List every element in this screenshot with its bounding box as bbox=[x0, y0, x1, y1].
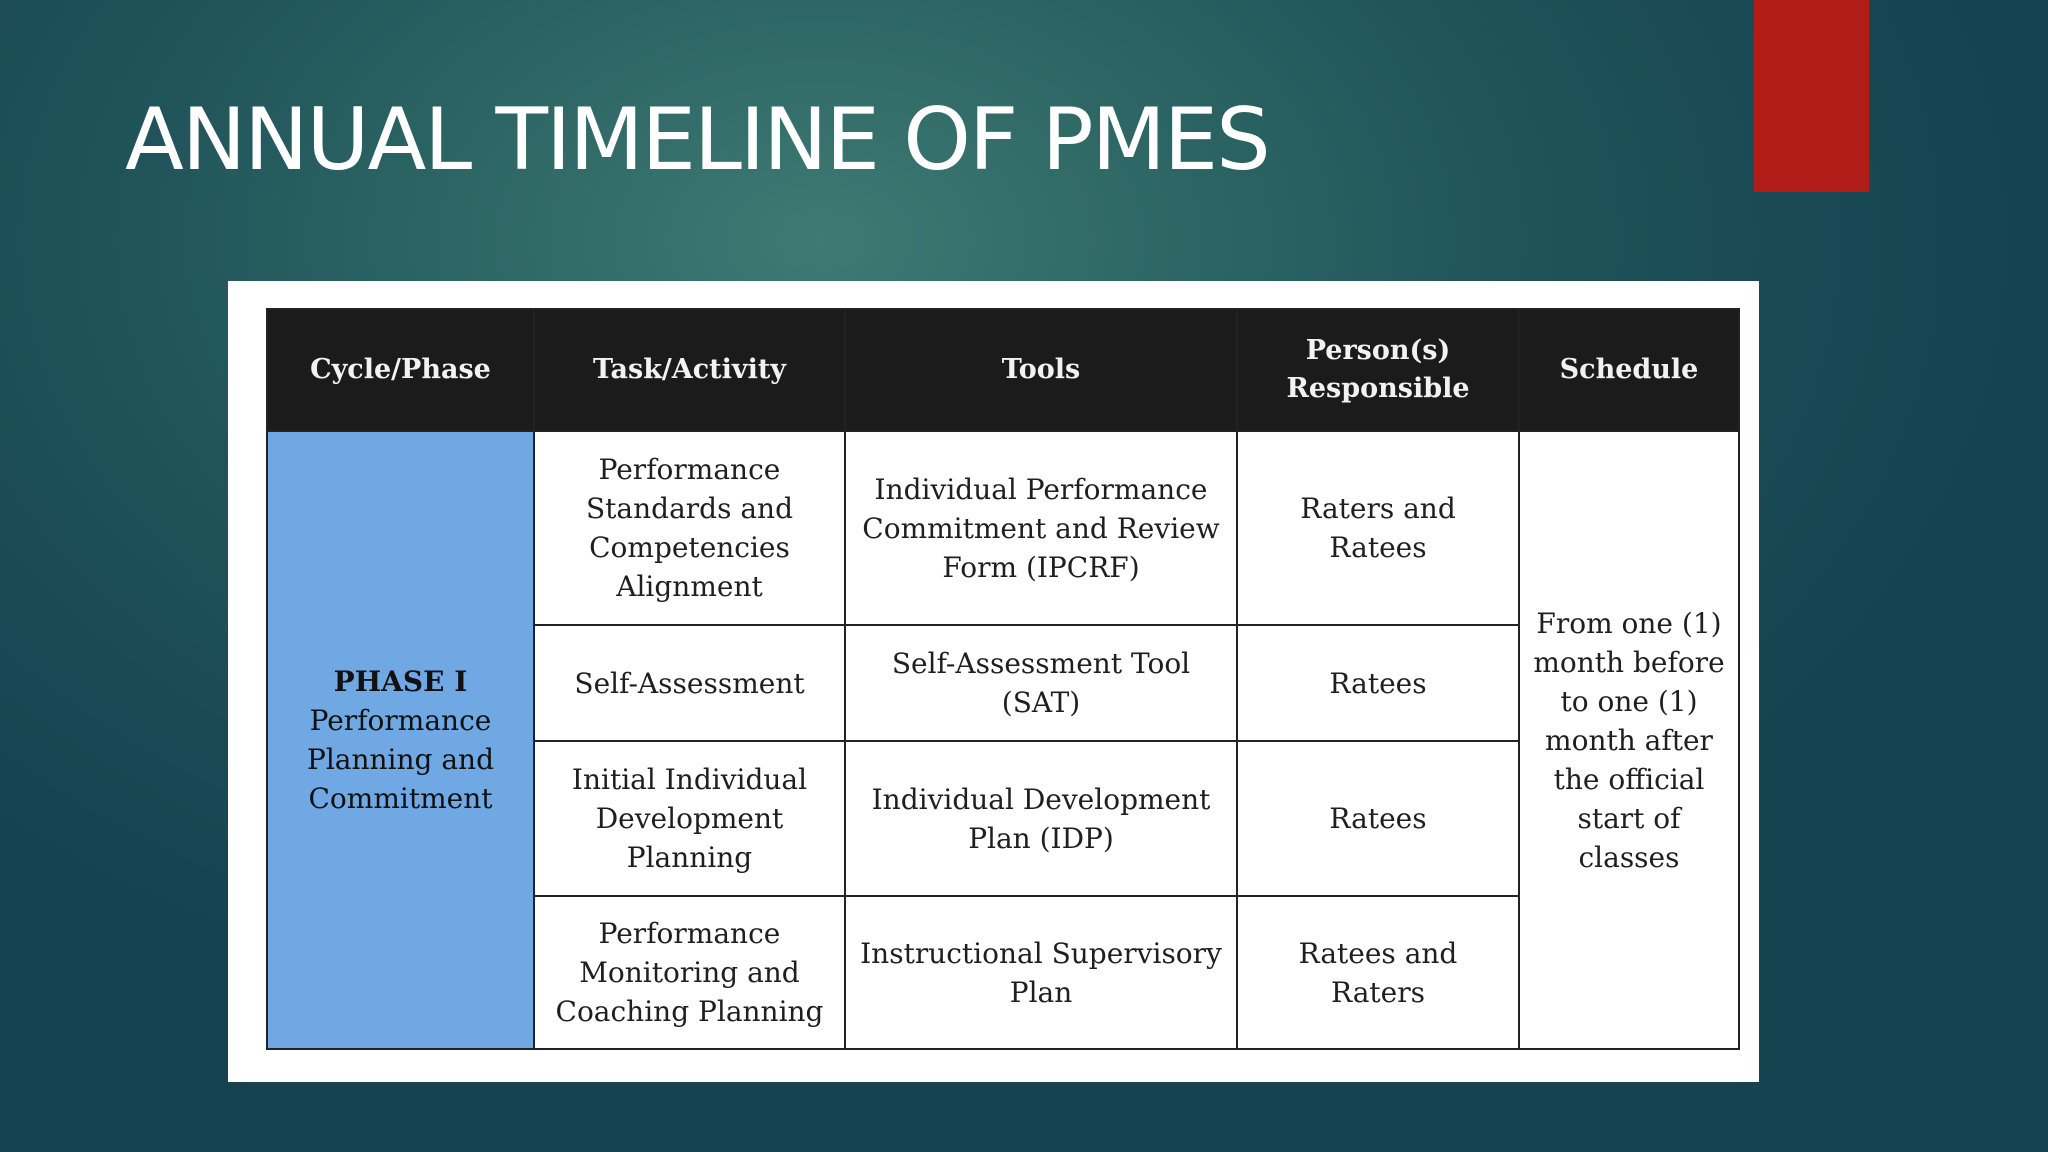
header-persons-responsible: Person(s) Responsible bbox=[1237, 309, 1519, 431]
slide-title: ANNUAL TIMELINE OF PMES bbox=[125, 90, 1269, 190]
pmes-timeline-table bbox=[266, 308, 1740, 1050]
responsible-cell: Ratees bbox=[1237, 625, 1519, 741]
tool-cell: Individual Performance Commitment and Review Form (IPCRF) bbox=[845, 431, 1237, 625]
tool-cell: Individual Development Plan (IDP) bbox=[845, 741, 1237, 896]
responsible-cell: Raters and Ratees bbox=[1237, 431, 1519, 625]
task-cell: Self-Assessment bbox=[534, 625, 845, 741]
task-cell: Performance Standards and Competencies Alignment bbox=[534, 431, 845, 625]
header-schedule: Schedule bbox=[1519, 309, 1739, 431]
phase-name: PHASE I bbox=[333, 665, 468, 698]
responsible-cell: Ratees and Raters bbox=[1237, 896, 1519, 1049]
table-image-card bbox=[228, 281, 1759, 1082]
tool-cell: Instructional Supervisory Plan bbox=[845, 896, 1237, 1049]
table-row bbox=[267, 431, 1739, 625]
responsible-cell: Ratees bbox=[1237, 741, 1519, 896]
header-tools: Tools bbox=[845, 309, 1237, 431]
task-cell: Initial Individual Development Planning bbox=[534, 741, 845, 896]
table-header-row bbox=[267, 309, 1739, 431]
phase-description: Performance Planning and Commitment bbox=[306, 704, 495, 815]
schedule-cell: From one (1) month before to one (1) month after the official start of classes bbox=[1519, 431, 1739, 1049]
header-cycle-phase: Cycle/Phase bbox=[267, 309, 534, 431]
task-cell: Performance Monitoring and Coaching Planning bbox=[534, 896, 845, 1049]
tool-cell: Self-Assessment Tool (SAT) bbox=[845, 625, 1237, 741]
phase-cell bbox=[267, 431, 534, 1049]
header-task-activity: Task/Activity bbox=[534, 309, 845, 431]
accent-bar bbox=[1754, 0, 1869, 192]
